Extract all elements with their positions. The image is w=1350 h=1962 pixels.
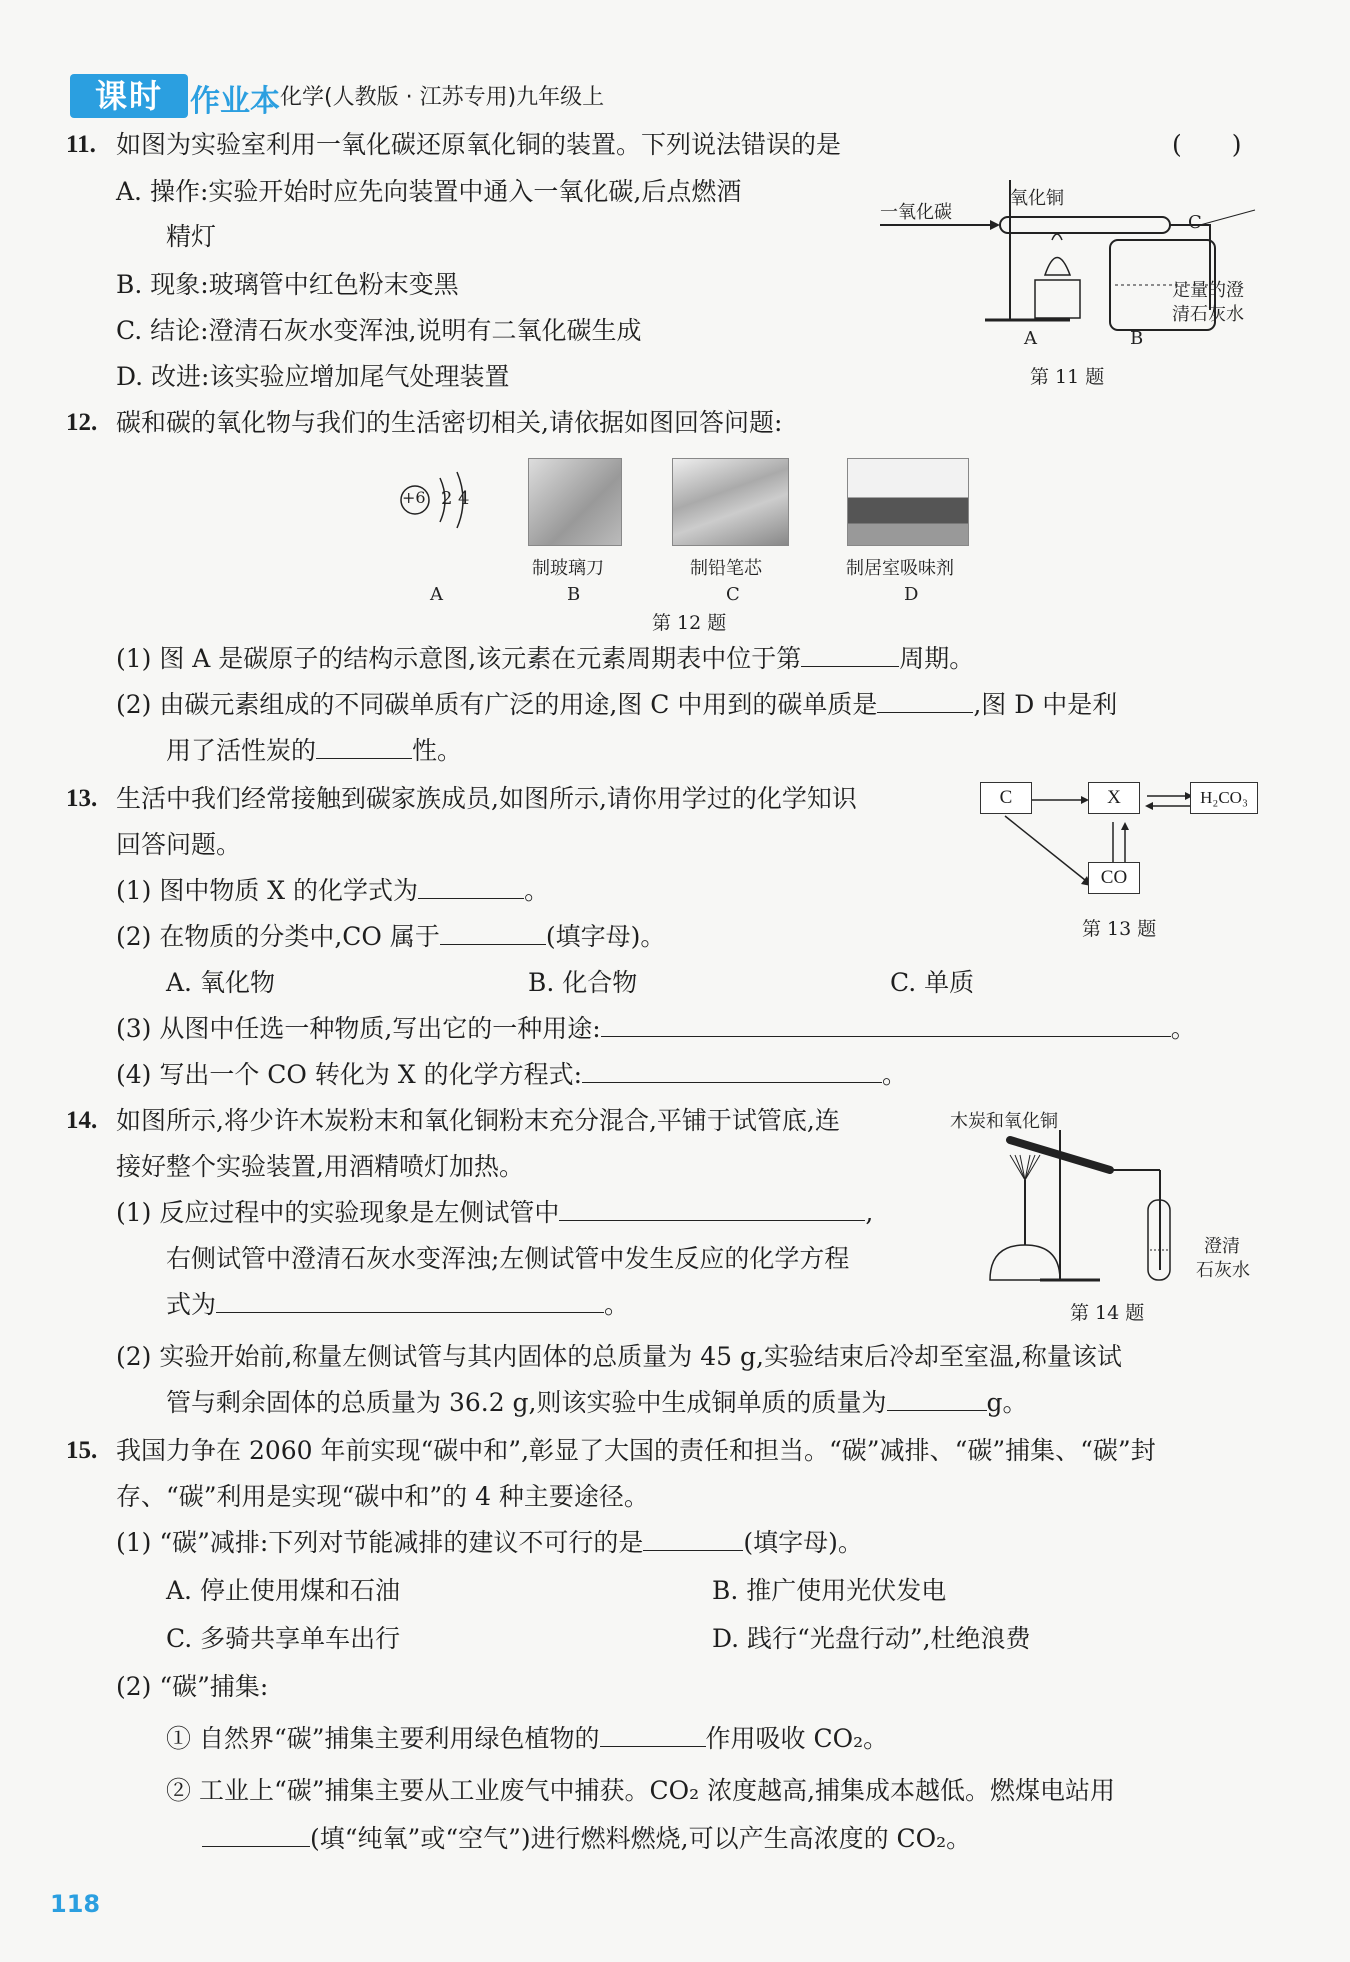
q15-part-1: (1) “碳”减排:下列对节能减排的建议不可行的是 (填字母)。 bbox=[116, 1528, 863, 1557]
node-c: C bbox=[980, 782, 1032, 814]
answer-blank[interactable] bbox=[440, 920, 546, 945]
answer-blank[interactable] bbox=[216, 1288, 604, 1313]
answer-blank[interactable] bbox=[559, 1196, 865, 1221]
q13-part-3: (3) 从图中任选一种物质,写出它的一种用途: 。 bbox=[116, 1014, 1196, 1043]
deodorant-box-photo bbox=[847, 458, 969, 546]
answer-blank[interactable] bbox=[316, 734, 412, 759]
q11-label-co: 一氧化碳 bbox=[880, 202, 952, 223]
brand-subtitle: 作业本 bbox=[190, 84, 280, 119]
q13-option-b: B. 化合物 bbox=[528, 968, 638, 997]
q13-part-1: (1) 图中物质 X 的化学式为 。 bbox=[116, 876, 550, 905]
pencil-lead-photo bbox=[672, 458, 789, 546]
q14-part-1: (1) 反应过程中的实验现象是左侧试管中 , bbox=[116, 1198, 874, 1227]
q11-label-c: C bbox=[1188, 212, 1202, 233]
q15-stem-1: 我国力争在 2060 年前实现“碳中和”,彰显了大国的责任和担当。“碳”减排、“碳”捕集、“碳”封 bbox=[116, 1436, 1156, 1465]
q15-sub-2: ② 工业上“碳”捕集主要从工业废气中捕获。CO₂ 浓度越高,捕集成本越低。燃煤电站用 bbox=[166, 1776, 1116, 1805]
q11-option-a-cont: 精灯 bbox=[166, 222, 217, 251]
q12-caption-b: 制玻璃刀 bbox=[532, 558, 604, 579]
q15-option-d: D. 践行“光盘行动”,杜绝浪费 bbox=[712, 1624, 1031, 1653]
q11-stem: 如图为实验室利用一氧化碳还原氧化铜的装置。下列说法错误的是 bbox=[116, 130, 842, 159]
answer-blank[interactable] bbox=[801, 642, 899, 667]
q12-label-c: C bbox=[726, 584, 740, 605]
q14-stem-2: 接好整个实验装置,用酒精喷灯加热。 bbox=[116, 1152, 524, 1181]
q11-option-c: C. 结论:澄清石灰水变浑浊,说明有二氧化碳生成 bbox=[116, 316, 642, 345]
q14-apparatus-figure bbox=[970, 1120, 1200, 1290]
brand-text: 课时 bbox=[94, 77, 163, 115]
q11-option-a: A. 操作:实验开始时应先向装置中通入一氧化碳,后点燃酒 bbox=[116, 177, 742, 206]
q14-label-top: 木炭和氧化铜 bbox=[950, 1111, 1058, 1132]
q12-caption-d: 制居室吸味剂 bbox=[846, 558, 954, 579]
node-h2co3: H₂CO₃ bbox=[1190, 782, 1258, 814]
q12-part-2-cont: 用了活性炭的 性。 bbox=[166, 736, 463, 765]
q13-number: 13. bbox=[66, 785, 98, 812]
q14-label-lime-1: 澄清 bbox=[1204, 1236, 1240, 1257]
q11-label-a: A bbox=[1024, 328, 1037, 349]
q12-caption: 第 12 题 bbox=[652, 612, 727, 634]
q14-caption: 第 14 题 bbox=[1070, 1302, 1145, 1324]
q12-label-a: A bbox=[430, 584, 443, 605]
q15-option-a: A. 停止使用煤和石油 bbox=[166, 1576, 400, 1605]
node-co: CO bbox=[1088, 862, 1140, 894]
q12-part-1: (1) 图 A 是碳原子的结构示意图,该元素在元素周期表中位于第 周期。 bbox=[116, 644, 975, 673]
q12-label-b: B bbox=[567, 584, 581, 605]
q11-option-b: B. 现象:玻璃管中红色粉末变黑 bbox=[116, 270, 459, 299]
q15-number: 15. bbox=[66, 1437, 98, 1464]
q11-label-b: B bbox=[1130, 328, 1144, 349]
q13-stem-1: 生活中我们经常接触到碳家族成员,如图所示,请你用学过的化学知识 bbox=[116, 784, 857, 813]
q12-stem: 碳和碳的氧化物与我们的生活密切相关,请依据如图回答问题: bbox=[116, 408, 783, 437]
node-x: X bbox=[1088, 782, 1140, 814]
q15-stem-2: 存、“碳”利用是实现“碳中和”的 4 种主要途径。 bbox=[116, 1482, 649, 1511]
page-number: 118 bbox=[50, 1890, 101, 1918]
q11-label-cuo: 氧化铜 bbox=[1010, 188, 1064, 209]
answer-blank[interactable] bbox=[418, 874, 524, 899]
atom-shell-2: 4 bbox=[458, 488, 470, 509]
q14-label-lime-2: 石灰水 bbox=[1196, 1260, 1250, 1281]
q15-option-c: C. 多骑共享单车出行 bbox=[166, 1624, 401, 1653]
q11-label-lime-2: 清石灰水 bbox=[1172, 304, 1244, 325]
q12-number: 12. bbox=[66, 409, 98, 436]
q14-stem-1: 如图所示,将少许木炭粉末和氧化铜粉末充分混合,平铺于试管底,连 bbox=[116, 1106, 840, 1135]
q15-option-b: B. 推广使用光伏发电 bbox=[712, 1576, 947, 1605]
answer-blank[interactable] bbox=[202, 1822, 310, 1847]
q12-part-2: (2) 由碳元素组成的不同碳单质有广泛的用途,图 C 中用到的碳单质是 ,图 D 中是利 bbox=[116, 690, 1118, 719]
q13-option-a: A. 氧化物 bbox=[166, 968, 275, 997]
answer-blank[interactable] bbox=[643, 1526, 743, 1551]
answer-blank[interactable] bbox=[877, 688, 973, 713]
q13-part-4: (4) 写出一个 CO 转化为 X 的化学方程式: 。 bbox=[116, 1060, 908, 1089]
q14-part-2-cont: 管与剩余固体的总质量为 36.2 g,则该实验中生成铜单质的质量为 g。 bbox=[166, 1388, 1028, 1417]
book-subtitle: 化学(人教版 · 江苏专用)九年级上 bbox=[280, 85, 605, 110]
glass-cutter-photo bbox=[528, 458, 622, 546]
q11-answer-paren: ( ) bbox=[1172, 130, 1242, 159]
q14-part-2: (2) 实验开始前,称量左侧试管与其内固体的总质量为 45 g,实验结束后冷却至室温,称量该试 bbox=[116, 1342, 1122, 1371]
q11-label-lime-1: 足量的澄 bbox=[1172, 280, 1244, 301]
q14-number: 14. bbox=[66, 1107, 98, 1134]
q12-label-d: D bbox=[904, 584, 919, 605]
q13-stem-2: 回答问题。 bbox=[116, 830, 242, 859]
answer-blank[interactable] bbox=[887, 1386, 987, 1411]
q14-part-1-equation: 式为 。 bbox=[166, 1290, 630, 1319]
brand-logo bbox=[70, 74, 188, 118]
q14-part-1-cont: 右侧试管中澄清石灰水变浑浊;左侧试管中发生反应的化学方程 bbox=[166, 1244, 850, 1273]
q15-sub-1: ① 自然界“碳”捕集主要利用绿色植物的 作用吸收 CO₂。 bbox=[166, 1724, 889, 1753]
answer-blank[interactable] bbox=[601, 1012, 1171, 1037]
q13-option-c: C. 单质 bbox=[890, 968, 975, 997]
q15-sub-2-cont: (填“纯氧”或“空气”)进行燃料燃烧,可以产生高浓度的 CO₂。 bbox=[202, 1822, 971, 1856]
q11-option-d: D. 改进:该实验应增加尾气处理装置 bbox=[116, 362, 510, 391]
q12-caption-c: 制铅笔芯 bbox=[690, 558, 762, 579]
q11-number: 11. bbox=[66, 131, 96, 158]
q15-part-2: (2) “碳”捕集: bbox=[116, 1672, 269, 1701]
answer-blank[interactable] bbox=[600, 1722, 706, 1747]
atom-shell-1: 2 bbox=[441, 488, 453, 509]
q13-caption: 第 13 题 bbox=[1082, 918, 1157, 940]
answer-blank[interactable] bbox=[582, 1058, 882, 1083]
atom-nucleus: +6 bbox=[402, 488, 426, 507]
q13-part-2: (2) 在物质的分类中,CO 属于 (填字母)。 bbox=[116, 922, 666, 951]
q11-caption: 第 11 题 bbox=[1030, 366, 1105, 388]
